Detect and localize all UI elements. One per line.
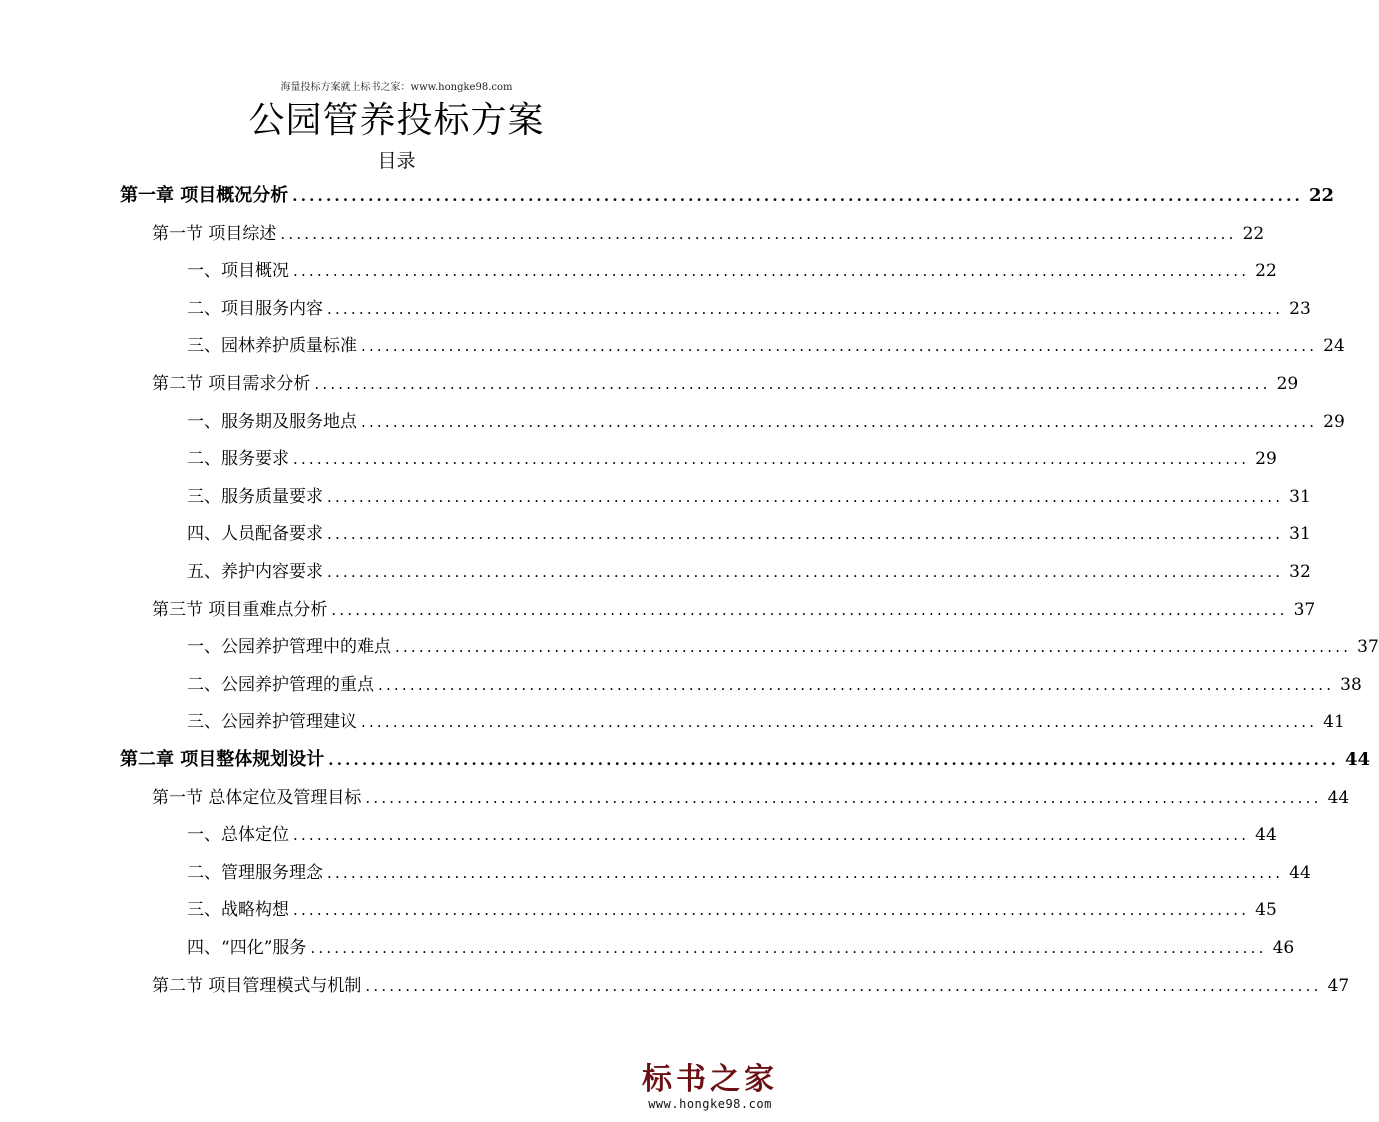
toc-entry-label: 二、服务要求 xyxy=(187,449,289,470)
toc-entry-page: 22 xyxy=(1308,185,1335,206)
toc-entry-page: 29 xyxy=(1276,374,1299,394)
toc-entry-label: 一、项目概况 xyxy=(187,261,289,282)
toc-entry-page: 45 xyxy=(1255,900,1277,921)
toc-entry-page: 31 xyxy=(1289,524,1311,545)
toc-entry[interactable] xyxy=(187,475,1311,507)
toc-entry-label: 第一章 项目概况分析 xyxy=(120,185,289,206)
toc-entry-page: 44 xyxy=(1255,825,1277,846)
toc-entry-label: 第二节 项目需求分析 xyxy=(152,374,311,394)
toc-leader-dots: ........................................................................................................................ xyxy=(361,412,1318,431)
toc-leader-dots: ........................................................................................................................ xyxy=(280,224,1237,243)
toc-entry[interactable] xyxy=(187,249,1277,282)
toc-entry[interactable] xyxy=(187,550,1311,582)
toc-entry-page: 23 xyxy=(1289,298,1311,319)
toc-entry-label: 三、园林养护质量标准 xyxy=(187,336,357,357)
toc-entry-label: 三、公园养护管理建议 xyxy=(187,712,357,733)
toc-leader-dots: ........................................................................................................................ xyxy=(310,939,1267,957)
toc-leader-dots: ........................................................................................................................ xyxy=(293,901,1250,920)
toc-entry[interactable] xyxy=(187,324,1345,357)
toc-entry-label: 一、总体定位 xyxy=(187,825,289,846)
toc-entry-label: 第二节 项目管理模式与机制 xyxy=(152,975,362,996)
toc-entry-label: 二、管理服务理念 xyxy=(187,862,323,883)
toc-entry[interactable] xyxy=(187,663,1362,695)
toc-leader-dots: ........................................................................................................................ xyxy=(331,600,1288,619)
toc-entry-label: 三、服务质量要求 xyxy=(187,486,323,507)
toc-entry[interactable] xyxy=(187,512,1311,545)
toc-entry-page: 44 xyxy=(1327,787,1350,808)
toc-leader-dots: ........................................................................................................................ xyxy=(293,450,1250,469)
toc-leader-dots: ........................................................................................................................ xyxy=(292,187,1303,205)
toc-entry-page: 47 xyxy=(1327,975,1350,996)
brand-name: 标书之家 xyxy=(642,1062,778,1097)
toc-entry-label: 第三节 项目重难点分析 xyxy=(152,599,328,620)
toc-leader-dots: ........................................................................................................................ xyxy=(293,262,1250,281)
toc-entry[interactable] xyxy=(120,738,1370,770)
toc-leader-dots: ........................................................................................................................ xyxy=(395,638,1352,657)
toc-entry-label: 二、项目服务内容 xyxy=(187,298,323,319)
toc-entry-page: 38 xyxy=(1340,674,1362,695)
toc-entry-label: 三、战略构想 xyxy=(187,900,289,921)
toc-entry[interactable] xyxy=(152,212,1265,244)
toc-leader-dots: ........................................................................................................................ xyxy=(327,863,1284,882)
toc-entry[interactable] xyxy=(187,625,1379,658)
toc-entry[interactable] xyxy=(152,362,1299,394)
toc-entry[interactable] xyxy=(187,851,1311,883)
toc-entry-page: 37 xyxy=(1293,599,1316,620)
toc-entry-page: 46 xyxy=(1272,938,1295,958)
toc-entry-page: 22 xyxy=(1242,223,1265,244)
toc-heading: 目录 xyxy=(377,150,416,172)
toc-entry-page: 44 xyxy=(1344,749,1370,770)
toc-leader-dots: ........................................................................................................................ xyxy=(327,563,1284,581)
toc-entry-label: 第二章 项目整体规划设计 xyxy=(120,749,325,770)
toc-entry-page: 37 xyxy=(1357,637,1379,658)
toc-entry[interactable] xyxy=(187,813,1277,846)
toc-leader-dots: ........................................................................................................................ xyxy=(327,299,1284,318)
toc-entry-label: 第一节 项目综述 xyxy=(152,223,277,244)
toc-entry-page: 29 xyxy=(1323,411,1345,432)
header-note: 海量投标方案就上标书之家：www.hongke98.com xyxy=(280,82,513,93)
toc-entry-page: 41 xyxy=(1323,712,1345,733)
toc-entry[interactable] xyxy=(187,700,1345,733)
toc-entry-label: 五、养护内容要求 xyxy=(187,562,323,582)
toc-leader-dots: ........................................................................................................................ xyxy=(378,675,1335,694)
toc-entry-page: 24 xyxy=(1323,336,1345,357)
toc-entry-page: 44 xyxy=(1289,862,1311,883)
toc-entry[interactable] xyxy=(187,888,1277,921)
toc-entry-label: 四、“四化”服务 xyxy=(187,938,307,958)
toc-entry-label: 一、服务期及服务地点 xyxy=(187,411,357,432)
toc-entry-page: 31 xyxy=(1289,486,1311,507)
toc-leader-dots: ........................................................................................................................ xyxy=(293,826,1250,845)
toc-leader-dots: ........................................................................................................................ xyxy=(314,375,1271,393)
toc-entry[interactable] xyxy=(152,964,1350,996)
toc-leader-dots: ........................................................................................................................ xyxy=(361,337,1318,356)
toc-leader-dots: ........................................................................................................................ xyxy=(365,788,1322,807)
brand-logo xyxy=(635,1063,785,1111)
brand-url: www.hongke98.com xyxy=(648,1097,772,1111)
toc-leader-dots: ........................................................................................................................ xyxy=(327,487,1284,506)
toc-entry[interactable] xyxy=(152,588,1316,620)
toc-leader-dots: ........................................................................................................................ xyxy=(328,751,1339,769)
toc-entry[interactable] xyxy=(120,174,1335,206)
toc-leader-dots: ........................................................................................................................ xyxy=(327,525,1284,544)
toc-entry-page: 32 xyxy=(1289,562,1311,582)
toc-entry-page: 29 xyxy=(1255,449,1277,470)
toc-entry-label: 二、公园养护管理的重点 xyxy=(187,674,374,695)
toc-leader-dots: ........................................................................................................................ xyxy=(361,713,1318,732)
toc-entry[interactable] xyxy=(187,400,1345,432)
toc-entry-page: 22 xyxy=(1255,261,1277,282)
toc-entry[interactable] xyxy=(187,287,1311,319)
toc-entry-label: 四、人员配备要求 xyxy=(187,524,323,545)
document-title: 公园管养投标方案 xyxy=(248,100,545,141)
toc-entry[interactable] xyxy=(152,776,1350,808)
toc-entry-label: 第一节 总体定位及管理目标 xyxy=(152,787,362,808)
toc-entry-label: 一、公园养护管理中的难点 xyxy=(187,637,391,658)
toc-leader-dots: ........................................................................................................................ xyxy=(365,976,1322,995)
toc-entry[interactable] xyxy=(187,437,1277,470)
toc-entry[interactable] xyxy=(187,926,1295,958)
